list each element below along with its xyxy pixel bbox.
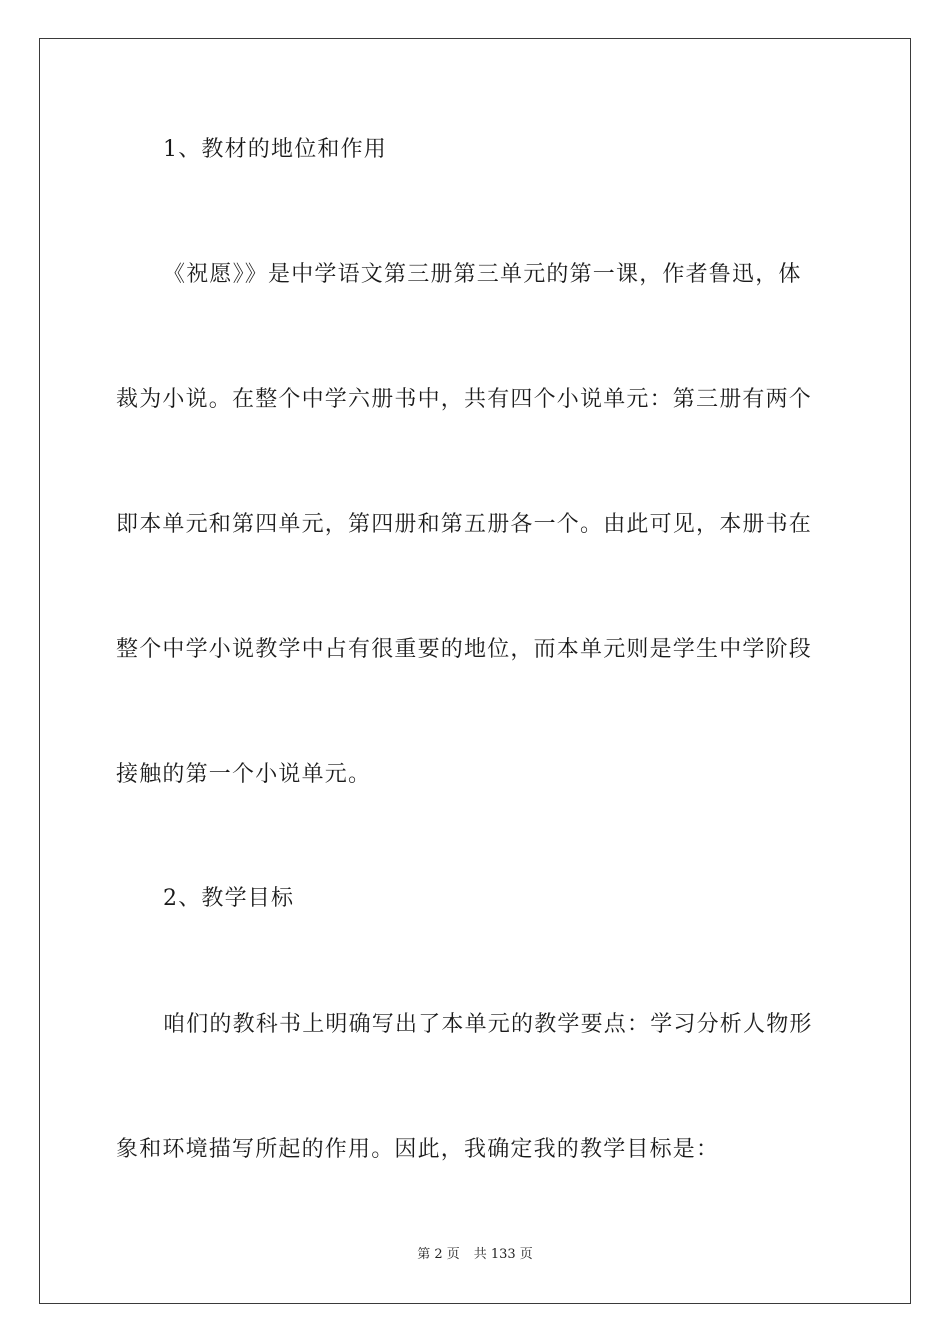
paragraph-line: 整个中学小说教学中占有很重要的地位，而本单元则是学生中学阶段 — [116, 637, 813, 662]
page-number: 第 2 页 — [417, 1247, 460, 1262]
paragraph-line: 咱们的教科书上明确写出了本单元的教学要点：学习分析人物形 — [163, 1012, 813, 1037]
paragraph-line: 《祝愿》》是中学语文第三册第三单元的第一课，作者鲁迅，体 — [163, 262, 802, 287]
paragraph-line: 裁为小说。在整个中学六册书中，共有四个小说单元：第三册有两个 — [116, 387, 813, 412]
paragraph-line: 象和环境描写所起的作用。因此，我确定我的教学目标是： — [116, 1137, 720, 1162]
page-border — [39, 38, 911, 1304]
section-heading-1: 1、教材的地位和作用 — [163, 137, 387, 162]
page-footer — [0, 1246, 950, 1264]
paragraph-line: 即本单元和第四单元，第四册和第五册各一个。由此可见，本册书在 — [116, 512, 813, 537]
paragraph-line: 接触的第一个小说单元。 — [116, 762, 372, 787]
page-total: 共 133 页 — [473, 1247, 533, 1262]
section-heading-2: 2、教学目标 — [163, 886, 295, 911]
